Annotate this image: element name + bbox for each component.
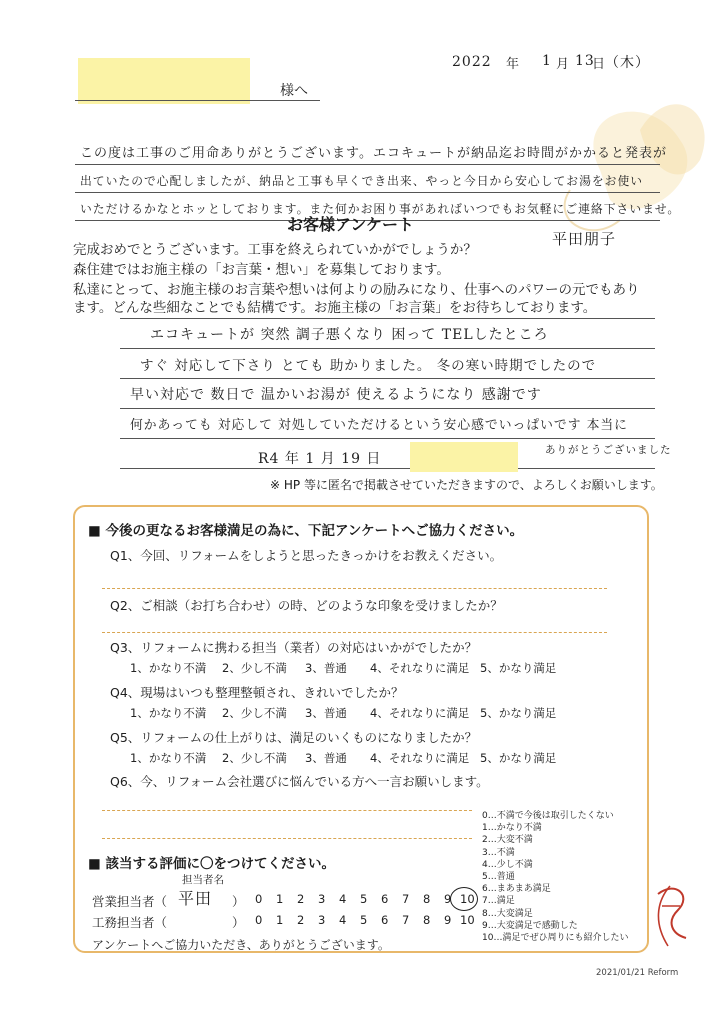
q5-option-5[interactable]: 5、かなり満足	[480, 751, 557, 765]
closing-thanks: アンケートへご協力いただき、ありがとうございます。	[92, 938, 390, 952]
letter-line-3: いただけるかなとホッとしております。また何かお困り事があればいつでもお気軽にご連絡下さいませ。	[80, 202, 681, 216]
q4-option-4[interactable]: 4、それなりに満足	[370, 706, 470, 720]
q6-answer-line-1	[102, 810, 472, 811]
comment-name-redaction	[410, 442, 518, 472]
legend-item-5: 5…普通	[482, 872, 515, 883]
comment-rule-3	[120, 408, 655, 409]
date-month-hand: 1	[542, 53, 552, 69]
q1-answer-line	[102, 588, 607, 589]
legend-item-7: 7…満足	[482, 896, 515, 907]
sales-score-6[interactable]: 6	[381, 892, 389, 906]
construction-score-0[interactable]: 0	[255, 913, 263, 927]
letter-rule-1	[75, 164, 660, 165]
q3-text: Q3、リフォームに携わる担当（業者）の対応はいかがでしたか？	[110, 640, 478, 655]
q4-option-1[interactable]: 1、かなり不満	[130, 706, 207, 720]
recipient-suffix: 様へ	[280, 83, 308, 99]
staff-name-label: 担当者名	[182, 874, 224, 886]
sales-score-8[interactable]: 8	[423, 892, 431, 906]
rating-heading: ■ 該当する評価に〇をつけてください。	[88, 856, 335, 872]
legend-item-0: 0…不満で今後は取引したくない	[482, 811, 614, 821]
q3-option-2[interactable]: 2、少し不満	[222, 661, 287, 675]
comment-rule-4	[120, 438, 655, 439]
q1-text: Q1、今回、リフォームをしようと思ったきっかけをお教えください。	[110, 548, 503, 563]
construction-score-8[interactable]: 8	[423, 913, 431, 927]
date-year-hand: 2022	[452, 54, 492, 70]
construction-score-3[interactable]: 3	[318, 913, 326, 927]
intro-line-1: 完成おめでとうございます。工事を終えられていかがでしょうか？	[73, 242, 477, 258]
sales-score-10[interactable]: 10	[460, 892, 475, 906]
letter-rule-2	[75, 192, 660, 193]
legend-item-1: 1…かなり不満	[482, 823, 542, 834]
sales-score-row	[255, 892, 480, 908]
q5-text: Q5、リフォームの仕上がりは、満足のいくものになりましたか？	[110, 730, 478, 745]
letter-signature: 平田朋子	[552, 230, 617, 248]
comment-line-5: ありがとうございました	[545, 444, 672, 456]
date-day-hand: 13	[575, 53, 595, 69]
q5-option-2[interactable]: 2、少し不満	[222, 751, 287, 765]
footer-code: 2021/01/21 Reform	[596, 968, 679, 978]
q4-option-5[interactable]: 5、かなり満足	[480, 706, 557, 720]
survey-title: お客様アンケート	[287, 215, 415, 234]
date-weekday-hand: （木）	[605, 55, 650, 71]
footnote: ※ HP 等に匿名で掲載させていただきますので、よろしくお願いします。	[270, 478, 663, 492]
construction-score-row	[255, 913, 480, 929]
comment-line-2: すぐ 対応して下さり とても 助かりました。 冬の寒い時期でしたので	[140, 358, 597, 374]
date-month-label: 月	[556, 57, 570, 72]
comment-line-3: 早い対応で 数日で 温かいお湯が 使えるようになり 感謝です	[130, 387, 542, 403]
date-year-label: 年	[506, 57, 520, 72]
construction-close-paren: ）	[232, 915, 245, 930]
q4-option-2[interactable]: 2、少し不満	[222, 706, 287, 720]
legend-item-3: 3…不満	[482, 847, 515, 858]
construction-score-9[interactable]: 9	[444, 913, 452, 927]
comment-rule-1	[120, 348, 655, 349]
comment-line-4: 何かあっても 対応して 対処していただけるという安心感でいっぱいです 本当に	[130, 418, 628, 433]
intro-line-4: ます。どんな些細なことでも結構です。お施主様の「お言葉」をお待ちしております。	[73, 300, 597, 316]
letter-line-1: この度は工事のご用命ありがとうございます。エコキュートが納品迄お時間がかかると発表が	[80, 146, 667, 161]
construction-score-7[interactable]: 7	[402, 913, 410, 927]
sales-score-circle-mark	[450, 887, 478, 911]
sales-score-0[interactable]: 0	[255, 892, 263, 906]
sales-score-9[interactable]: 9	[444, 892, 452, 906]
comment-date: R4 年 1 月 19 日	[258, 451, 382, 467]
q4-option-3[interactable]: 3、普通	[305, 706, 347, 720]
q6-text: Q6、今、リフォーム会社選びに悩んでいる方へ一言お願いします。	[110, 774, 489, 789]
sales-score-7[interactable]: 7	[402, 892, 410, 906]
sales-score-2[interactable]: 2	[297, 892, 305, 906]
q3-option-3[interactable]: 3、普通	[305, 661, 347, 675]
q5-option-1[interactable]: 1、かなり不満	[130, 751, 207, 765]
construction-score-2[interactable]: 2	[297, 913, 305, 927]
construction-score-4[interactable]: 4	[339, 913, 347, 927]
rating-legend	[482, 810, 628, 944]
letter-line-2: 出ていたので心配しましたが、納品と工事も早くでき出来、やっと今日から安心してお湯をお使い	[80, 174, 644, 188]
sales-staff-label: 営業担当者（	[92, 894, 168, 909]
construction-staff-label: 工務担当者（	[92, 915, 168, 930]
comment-rule-2	[120, 378, 655, 379]
recipient-name-redaction	[78, 58, 250, 104]
intro-line-2: 森住建ではお施主様の「お言葉・想い」を募集しております。	[73, 262, 450, 278]
legend-item-10: 10…満足でぜひ周りにも紹介したい	[482, 933, 629, 944]
sales-score-3[interactable]: 3	[318, 892, 326, 906]
q4-text: Q4、現場はいつも整理整頓され、きれいでしたか？	[110, 685, 404, 700]
q2-answer-line	[102, 632, 607, 633]
legend-item-2: 2…大変不満	[482, 835, 533, 846]
date-day-label: 日	[592, 57, 606, 72]
comment-rule-5	[120, 468, 655, 469]
construction-score-1[interactable]: 1	[276, 913, 284, 927]
comment-line-1: エコキュートが 突然 調子悪くなり 困って TELしたところ	[150, 327, 549, 343]
questionnaire-heading: ■ 今後の更なるお客様満足の為に、下記アンケートへご協力ください。	[88, 523, 524, 539]
sales-close-paren: ）	[232, 894, 245, 909]
construction-score-6[interactable]: 6	[381, 913, 389, 927]
sales-score-1[interactable]: 1	[276, 892, 284, 906]
comment-rule-top	[120, 318, 655, 319]
q5-option-3[interactable]: 3、普通	[305, 751, 347, 765]
q3-option-4[interactable]: 4、それなりに満足	[370, 661, 470, 675]
legend-item-4: 4…少し不満	[482, 859, 533, 870]
recipient-underline	[75, 100, 320, 101]
sales-score-5[interactable]: 5	[360, 892, 368, 906]
q3-option-1[interactable]: 1、かなり不満	[130, 661, 207, 675]
red-stamp-mark	[648, 876, 694, 954]
legend-item-9: 9…大変満足で感動した	[482, 920, 578, 931]
q3-option-5[interactable]: 5、かなり満足	[480, 661, 557, 675]
construction-score-5[interactable]: 5	[360, 913, 368, 927]
legend-item-8: 8…大変満足	[482, 908, 533, 919]
sales-staff-name-hand: 平田	[178, 889, 213, 908]
q5-option-4[interactable]: 4、それなりに満足	[370, 751, 470, 765]
q6-answer-line-2	[102, 838, 472, 839]
construction-score-10[interactable]: 10	[460, 913, 475, 927]
intro-line-3: 私達にとって、お施主様のお言葉や想いは何よりの励みになり、仕事へのパワーの元でもあり	[73, 282, 640, 298]
legend-item-6: 6…まあまあ満足	[482, 884, 551, 895]
sales-score-4[interactable]: 4	[339, 892, 347, 906]
q2-text: Q2、ご相談（お打ち合わせ）の時、どのような印象を受けましたか？	[110, 598, 503, 613]
